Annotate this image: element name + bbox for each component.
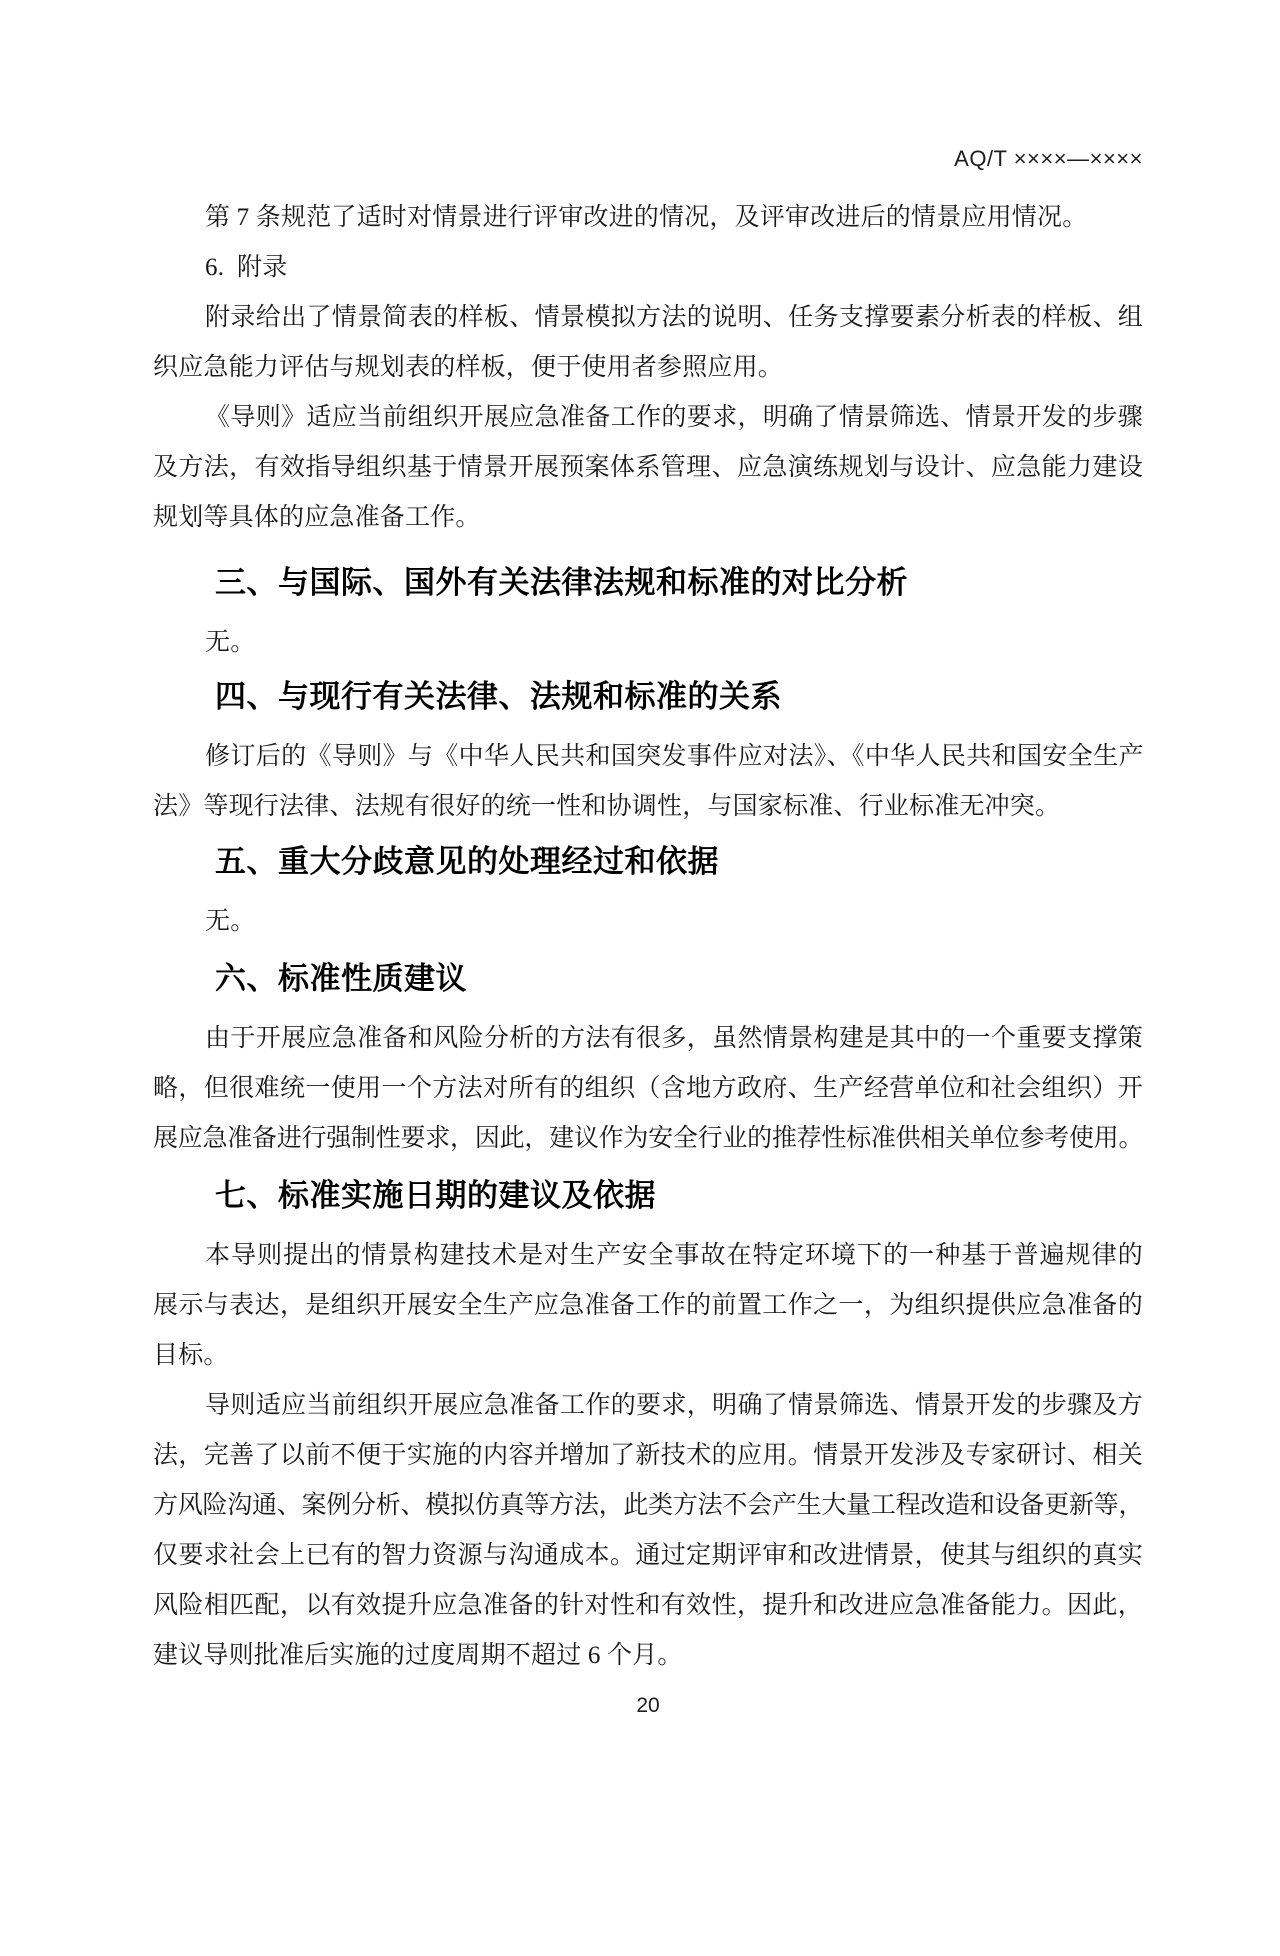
text-line: 修订后的《导则》与《中华人民共和国突发事件应对法》、《中华人民共和国安全生产 bbox=[205, 743, 1143, 770]
text-line: 展应急准备进行强制性要求，因此，建议作为安全行业的推荐性标准供相关单位参考使用。 bbox=[153, 1125, 1143, 1152]
paragraph bbox=[153, 393, 1143, 543]
text-line: 本导则提出的情景构建技术是对生产安全事故在特定环境下的一种基于普遍规律的 bbox=[205, 1242, 1143, 1269]
text-line: 《导则》适应当前组织开展应急准备工作的要求，明确了情景筛选、情景开发的步骤 bbox=[205, 404, 1143, 431]
text-line: 导则适应当前组织开展应急准备工作的要求，明确了情景筛选、情景开发的步骤及方 bbox=[205, 1392, 1143, 1419]
paragraph bbox=[153, 1381, 1143, 1681]
text-line: 附录给出了情景简表的样板、情景模拟方法的说明、任务支撑要素分析表的样板、组 bbox=[205, 304, 1143, 331]
text-line: 由于开展应急准备和风险分析的方法有很多，虽然情景构建是其中的一个重要支撑策 bbox=[205, 1025, 1143, 1052]
page-number: 20 bbox=[636, 1694, 660, 1717]
paragraph bbox=[153, 243, 1143, 293]
text-line: 法》等现行法律、法规有很好的统一性和协调性，与国家标准、行业标准无冲突。 bbox=[153, 793, 1061, 820]
text-line: 第 7 条规范了适时对情景进行评审改进的情况，及评审改进后的情景应用情况。 bbox=[205, 204, 1088, 231]
text-line: 目标。 bbox=[153, 1342, 229, 1369]
paragraph bbox=[153, 897, 1143, 947]
paragraph bbox=[153, 293, 1143, 393]
text-line: 风险相匹配，以有效提升应急准备的针对性和有效性，提升和改进应急准备能力。因此， bbox=[153, 1592, 1143, 1619]
document-page bbox=[0, 146, 1280, 1956]
section-heading: 五、重大分歧意见的处理经过和依据 bbox=[215, 844, 719, 879]
text-line: 及方法，有效指导组织基于情景开展预案体系管理、应急演练规划与设计、应急能力建设 bbox=[153, 454, 1143, 481]
paragraph bbox=[153, 1231, 1143, 1381]
text-line: 方风险沟通、案例分析、模拟仿真等方法，此类方法不会产生大量工程改造和设备更新等， bbox=[153, 1492, 1143, 1519]
paragraph bbox=[153, 732, 1143, 832]
text-line: 无。 bbox=[205, 629, 256, 656]
text-line: 建议导则批准后实施的过度周期不超过 6 个月。 bbox=[153, 1642, 683, 1669]
text-line: 织应急能力评估与规划表的样板，便于使用者参照应用。 bbox=[153, 354, 784, 381]
text-line: 法，完善了以前不便于实施的内容并增加了新技术的应用。情景开发涉及专家研讨、相关 bbox=[153, 1442, 1143, 1469]
text-line: 略，但很难统一使用一个方法对所有的组织（含地方政府、生产经营单位和社会组织）开 bbox=[153, 1075, 1143, 1102]
section-heading: 四、与现行有关法律、法规和标准的关系 bbox=[215, 679, 782, 714]
text-line: 仅要求社会上已有的智力资源与沟通成本。通过定期评审和改进情景，使其与组织的真实 bbox=[153, 1542, 1143, 1569]
text-line: 无。 bbox=[205, 908, 256, 935]
page-header-standard-code: AQ/T ××××—×××× bbox=[954, 146, 1143, 171]
text-block bbox=[153, 146, 1143, 1719]
paragraph bbox=[153, 193, 1143, 243]
text-line: 展示与表达，是组织开展安全生产应急准备工作的前置工作之一，为组织提供应急准备的 bbox=[153, 1292, 1143, 1319]
text-line: 6. 附录 bbox=[205, 254, 288, 281]
section-heading: 三、与国际、国外有关法律法规和标准的对比分析 bbox=[215, 565, 908, 600]
document-body bbox=[153, 193, 1143, 1681]
text-line: 规划等具体的应急准备工作。 bbox=[153, 504, 481, 531]
paragraph bbox=[153, 1014, 1143, 1164]
section-heading: 七、标准实施日期的建议及依据 bbox=[215, 1178, 656, 1213]
section-heading: 六、标准性质建议 bbox=[215, 961, 467, 996]
paragraph bbox=[153, 618, 1143, 668]
